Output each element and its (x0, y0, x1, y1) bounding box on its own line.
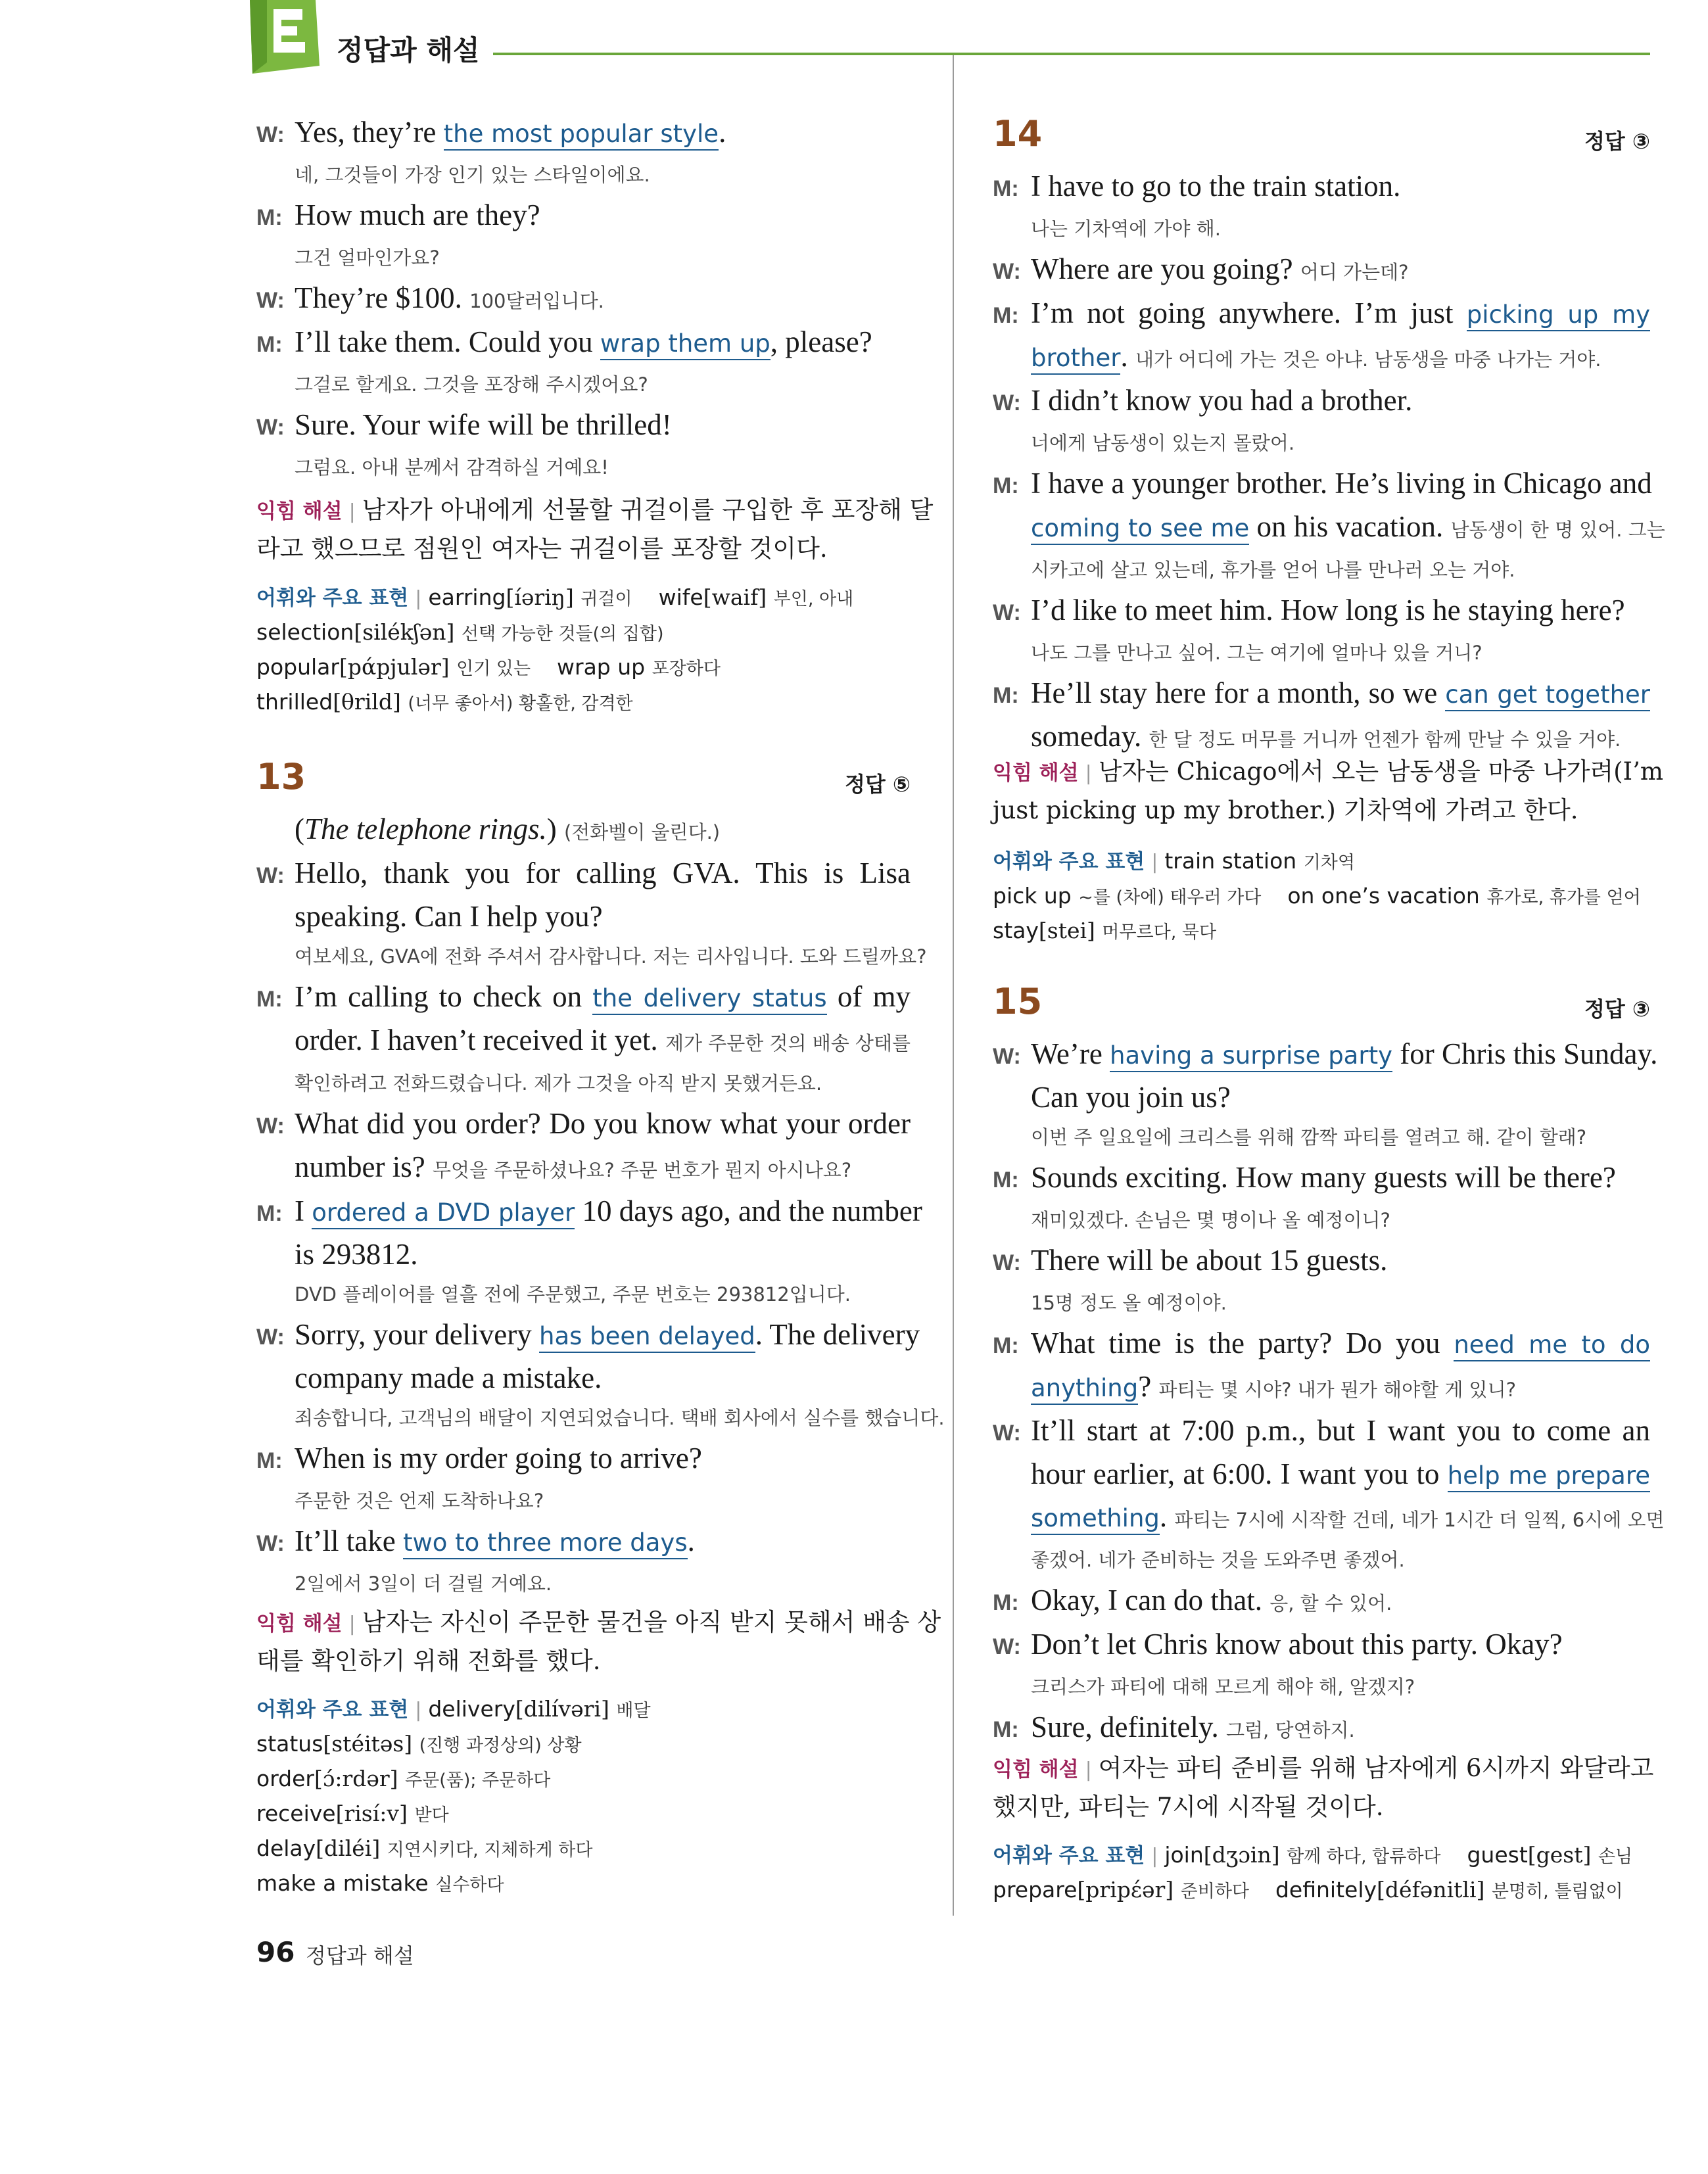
dialogue-line: W: What did you order? Do you know what your order (256, 1107, 911, 1140)
answer-blank: the delivery status (592, 984, 826, 1015)
stage-direction: (The telephone rings.) (전화벨이 울린다.) (295, 813, 721, 845)
korean-translation: DVD 플레이어를 열흘 전에 주문했고, 주문 번호는 293812입니다. (295, 1283, 851, 1306)
answer-key: 정답 ⑤ (844, 772, 911, 797)
korean-translation: 2일에서 3일이 더 걸릴 거예요. (295, 1572, 552, 1595)
dialogue-line: W: Sorry, your delivery has been delayed. The delivery (256, 1314, 911, 1358)
dialogue-line: W: Hello, thank you for calling GVA. This is Lisa (256, 857, 911, 889)
dialogue-line: M: Sure, definitely. 그럼, 당연하지. (993, 1711, 1355, 1743)
dialogue-line: M: How much are they? (256, 199, 540, 231)
dialogue-line: W: It’ll take two to three more days. (256, 1521, 911, 1564)
answer-blank: having a surprise party (1110, 1041, 1392, 1072)
q14-vocabulary: 어휘와 주요 표현 | train station 기차역 pick up ~를 (차에) 태우러 가다 on one’s vacation 휴가로, 휴가를 얻어 stay[stei] 머무르다, 묵다 (993, 848, 1641, 943)
q13-explanation: 익힘 해설 | 남자는 자신이 주문한 물건을 아직 받지 못해서 배송 상 태를 확인하기 위해 전화를 했다. (256, 1608, 941, 1675)
question-13: 13 정답 ⑤ (The telephone rings.) (전화벨이 울린다.) W: Hello, thank you for calling GVA. This is Lisa speaking. Can I help you? 여보세요, GVA에 전화 주셔서 감사합니다. 저는 리사입니다. 도와 드릴까요? M: I’m calling to check on the delivery status of my order. I haven’t received it yet. 제가 주문한 것의 배송 상태를 확인하려고 전화드렸습니다. 제가 그것을 아직 받지 못했거든요. W: What did you order? Do you know what your order number is? 무엇을 주문하셨나요? 주문 번호가 뭔지 아시나요? M: I ordered a DVD player 10 days ago, and the number is 293812. DVD 플레이어를 열흘 전에 주문했고, 주문 번호는 293812입니다. W: Sorry, your delivery has been delayed. The delivery company made a mistake. 죄송합니다, 고객님의 배달이 지연되었습니다. 택배 회사에서 실수를 했습니다. M: When is my order going to arrive? 주문한 것은 언제 도착하나요? W: It’ll take two to three more days. 2일에서 3일이 더 걸릴 거예요. (256, 756, 911, 1603)
question-header (993, 981, 1650, 1033)
answer-blank: the most popular style (444, 120, 719, 151)
answer-blank: can get together (1445, 680, 1650, 711)
dialogue-line: W: There will be about 15 guests. (993, 1244, 1388, 1277)
korean-translation: 15명 정도 올 예정이야. (1031, 1292, 1227, 1314)
dialogue-line: M: I’m calling to check on the delivery status of my (256, 976, 911, 1020)
answer-blank: two to three more days (403, 1528, 688, 1559)
question-14: 14 정답 ③ M: I have to go to the train station. 나는 기차역에 가야 해. W: Where are you going? 어디 가는데? M: I’m not going anywhere. I’m just picking up my brother. 내가 어디에 가는 것은 아냐. 남동생을 마중 나가는 거야. W: I didn’t know you had a brother. 너에게 남동생이 있는지 몰랐어. M: I have a younger brother. He’s living in Chicago and coming to see me on his vacation. 남동생이 한 명 있어. 그는 시카고에 살고 있는데, 휴가를 얻어 나를 만나러 오는 거야. W: I’d like to meet him. How long is he staying here? 나도 그를 만나고 싶어. 그는 여기에 얼마나 있을 거니? M: He’ll stay here for a month, so we can get together someday. 한 달 정도 머무를 거니까 언젠가 함께 만날 수 있을 거야. (993, 113, 1665, 753)
dialogue-line: M: He’ll stay here for a month, so we can get together (993, 673, 1650, 716)
q13-vocabulary: 어휘와 주요 표현 | delivery[dilívəri] 배달 status[stéitəs] (진행 과정상의) 상황 order[ɔ́:rdər] 주문(품); 주문하다 receive[risí:v] 받다 delay[diléi] 지연시키다, 지체하게 하다 make a mistake 실수하다 (256, 1696, 651, 1896)
column-divider (953, 55, 954, 1916)
dialogue-line: M: I have a younger brother. He’s living in Chicago and (993, 467, 1652, 500)
korean-translation: 시카고에 살고 있는데, 휴가를 얻어 나를 만나러 오는 거야. (1031, 559, 1515, 581)
dialogue-line: W: Yes, they’re the most popular style. (256, 112, 911, 155)
dialogue-line: W: They’re $100. 100달러입니다. (256, 281, 604, 314)
dialogue-line: W: I didn’t know you had a brother. (993, 384, 1413, 417)
header-logo-tab (247, 0, 320, 74)
dialogue-line: W: It’ll start at 7:00 p.m., but I want you to come an (993, 1414, 1650, 1447)
korean-translation: 여보세요, GVA에 전화 주셔서 감사합니다. 저는 리사입니다. 도와 드릴까요? (295, 945, 927, 968)
q12-vocabulary: 어휘와 주요 표현 | earring[íəriŋ] 귀걸이 wife[waif] 부인, 아내 selection[silékʃən] 선택 가능한 것들(의 집합) popular[pάpjulər] 인기 있는 wrap up 포장하다 thrilled[θrild] (너무 좋아서) 황홀한, 감격한 (256, 584, 854, 715)
answer-blank: something (1031, 1504, 1160, 1535)
answer-key: 정답 ③ (1584, 129, 1650, 154)
question-15: 15 정답 ③ W: We’re having a surprise party for Chris this Sunday. Can you join us? 이번 주 일요일에 크리스를 위해 깜짝 파티를 열려고 해. 같이 할래? M: Sounds exciting. How many guests will be there? 재미있겠다. 손님은 몇 명이나 올 예정이니? W: There will be about 15 guests. 15명 정도 올 예정이야. M: What time is the party? Do you need me to do anything? 파티는 몇 시야? 내가 뭔가 해야할 게 있니? W: It’ll start at 7:00 p.m., but I want you to come an hour earlier, at 6:00. I want you to help me prepare something. 파티는 7시에 시작할 건데, 네가 1시간 더 일찍, 6시에 오면 좋겠어. 네가 준비하는 것을 도와주면 좋겠어. M: Okay, I can do that. 응, 할 수 있어. W: Don’t let Chris know about this party. Okay? 크리스가 파티에 대해 모르게 해야 해, 알겠지? M: Sure, definitely. 그럼, 당연하지. (993, 981, 1650, 1751)
korean-translation: 그걸로 할게요. 그것을 포장해 주시겠어요? (295, 373, 648, 396)
dialogue-line: M: I ordered a DVD player 10 days ago, and the number (256, 1191, 911, 1234)
answer-blank: help me prepare (1448, 1461, 1650, 1492)
header-rule (493, 53, 1650, 55)
dialogue-line: M: I’m not going anywhere. I’m just picking up my (993, 293, 1650, 336)
korean-translation: 그럼요. 아내 분께서 감격하실 거예요! (295, 456, 609, 479)
question-header (993, 113, 1650, 166)
answer-blank: wrap them up (600, 329, 771, 360)
korean-translation: 재미있겠다. 손님은 몇 명이나 올 예정이니? (1031, 1209, 1390, 1231)
dialogue-line: M: Sounds exciting. How many guests will be there? (993, 1161, 1616, 1194)
footer-title: 정답과 해설 (306, 1943, 414, 1968)
korean-translation: 크리스가 파티에 대해 모르게 해야 해, 알겠지? (1031, 1676, 1415, 1698)
answer-blank: coming to see me (1031, 514, 1249, 545)
question-header (256, 756, 911, 809)
answer-blank: has been delayed (539, 1322, 755, 1353)
dialogue-line: W: Where are you going? 어디 가는데? (993, 252, 1409, 285)
answer-blank: picking up my (1467, 300, 1650, 331)
dialogue-line: M: When is my order going to arrive? (256, 1442, 702, 1475)
q12-continuation (256, 112, 911, 487)
q12-explanation: 익힘 해설 | 남자가 아내에게 선물할 귀걸이를 구입한 후 포장해 달 라고 했으므로 점원인 여자는 귀걸이를 포장할 것이다. (256, 496, 934, 563)
korean-translation: 너에게 남동생이 있는지 몰랐어. (1031, 432, 1295, 454)
q15-vocabulary: 어휘와 주요 표현 | join[dʒɔin] 함께 하다, 합류하다 guest[gest] 손님 prepare[pripέər] 준비하다 definitely[défənitli] 분명히, 틀림없이 (993, 1842, 1633, 1902)
question-number: 15 (993, 981, 1043, 1022)
korean-translation: 죄송합니다, 고객님의 배달이 지연되었습니다. 택배 회사에서 실수를 했습니다. (295, 1407, 945, 1429)
q15-explanation: 익힘 해설 | 여자는 파티 준비를 위해 남자에게 6시까지 와달라고 했지만, 파티는 7시에 시작될 것이다. (993, 1754, 1654, 1821)
dialogue-line: M: Okay, I can do that. 응, 할 수 있어. (993, 1584, 1392, 1617)
question-number: 13 (256, 756, 306, 797)
korean-translation: 나도 그를 만나고 싶어. 그는 여기에 얼마나 있을 거니? (1031, 642, 1483, 664)
dialogue-line: M: I’ll take them. Could you wrap them up, please? (256, 321, 911, 365)
dialogue-line: M: What time is the party? Do you need me to do (993, 1323, 1650, 1366)
korean-translation: 확인하려고 전화드렸습니다. 제가 그것을 아직 받지 못했거든요. (295, 1072, 822, 1095)
korean-translation: 나는 기차역에 가야 해. (1031, 218, 1221, 240)
page-number: 96 (256, 1936, 295, 1968)
dialogue-line: W: We’re having a surprise party for Chris this Sunday. (993, 1033, 1650, 1077)
korean-translation: 주문한 것은 언제 도착하나요? (295, 1490, 544, 1512)
korean-translation: 그건 얼마인가요? (295, 247, 440, 269)
answer-blank: need me to do (1454, 1331, 1650, 1361)
answer-blank: anything (1031, 1374, 1138, 1405)
dialogue-line: W: I’d like to meet him. How long is he staying here? (993, 594, 1625, 626)
dialogue-line: W: Sure. Your wife will be thrilled! (256, 408, 672, 441)
dialogue-line: M: I have to go to the train station. (993, 170, 1401, 202)
answer-blank: ordered a DVD player (312, 1198, 575, 1229)
korean-translation: 좋겠어. 네가 준비하는 것을 도와주면 좋겠어. (1031, 1549, 1405, 1571)
header-title: 정답과 해설 (337, 34, 480, 66)
dialogue-line: W: Don’t let Chris know about this party. Okay? (993, 1628, 1563, 1661)
answer-blank: brother (1031, 344, 1120, 375)
korean-translation: 이번 주 일요일에 크리스를 위해 깜짝 파티를 열려고 해. 같이 할래? (1031, 1126, 1587, 1148)
korean-translation: 네, 그것들이 가장 인기 있는 스타일이에요. (295, 164, 650, 186)
q14-explanation: 익힘 해설 | 남자는 Chicago에서 오는 남동생을 마중 나가려(I’m just picking up my brother.) 기차역에 가려고 한다. (993, 757, 1663, 824)
answer-key: 정답 ③ (1584, 997, 1650, 1022)
question-number: 14 (993, 113, 1043, 154)
